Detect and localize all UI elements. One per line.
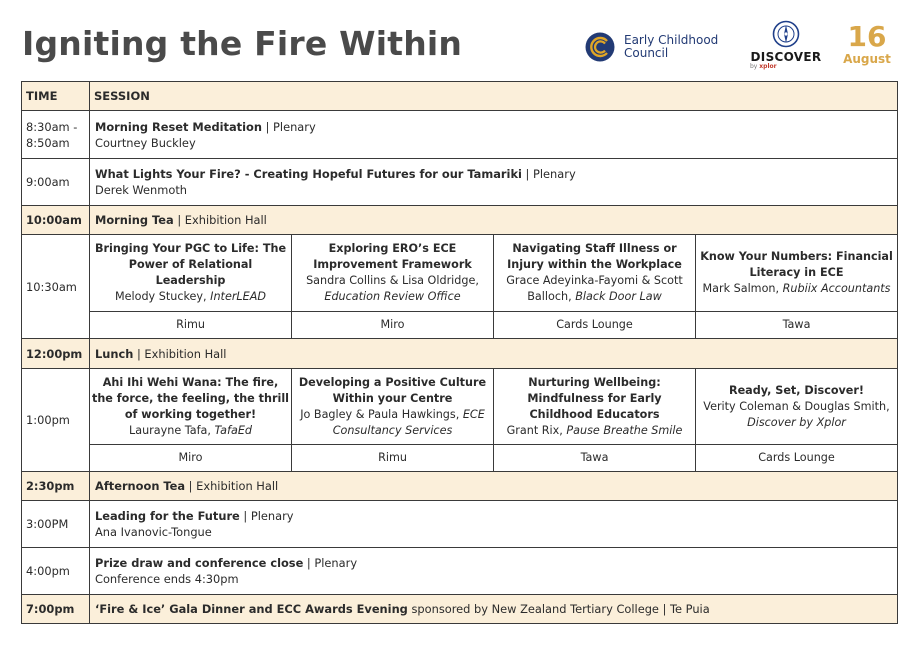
breakout-session [90, 369, 292, 445]
session-room: Rimu [90, 312, 292, 339]
session-location: | Exhibition Hall [173, 213, 267, 227]
session-location: | Exhibition Hall [133, 346, 227, 361]
row-time: 10:30am [22, 235, 90, 339]
session-title: Morning Reset Meditation [95, 119, 262, 134]
table-row [22, 548, 898, 595]
row-time: 10:00am [22, 206, 90, 235]
compass-icon [772, 20, 800, 48]
session-title: Navigating Staff Illness or Injury within the Workplace [507, 242, 682, 271]
table-row [22, 595, 898, 624]
session-title: Exploring ERO’s ECE Improvement Framework [313, 242, 472, 271]
row-time: 12:00pm [22, 339, 90, 369]
session-speaker: Courtney Buckley [95, 135, 196, 150]
session-title: Ahi Ihi Wehi Wana: The fire, the force, the feeling, the thrill of working together! [92, 375, 289, 421]
room-row [22, 312, 898, 339]
session-room: Cards Lounge [494, 312, 696, 339]
discover-logo-block [746, 20, 826, 70]
date-month: August [843, 52, 891, 66]
row-time: 4:00pm [22, 548, 90, 595]
ecc-logo-icon [585, 32, 615, 62]
header-row [22, 82, 898, 111]
breakout-session [494, 369, 696, 445]
session-cell [90, 339, 898, 369]
page-title: Igniting the Fire Within [22, 24, 463, 63]
row-time: 8:30am - 8:50am [22, 111, 90, 159]
column-header-session: SESSION [90, 82, 898, 111]
event-date [838, 22, 896, 66]
session-speaker: Verity Coleman & Douglas Smith, Discover by Xplor [703, 399, 890, 429]
session-location: | Exhibition Hall [185, 479, 279, 493]
session-title: Leading for the Future [95, 509, 240, 523]
session-title: ‘Fire & Ice’ Gala Dinner and ECC Awards Evening [95, 602, 408, 616]
session-cell [90, 501, 898, 548]
breakout-session [90, 235, 292, 312]
session-room: Tawa [696, 312, 898, 339]
session-type: | Plenary [261, 119, 316, 134]
session-speaker: Derek Wenmoth [95, 183, 188, 197]
session-speaker: Mark Salmon, Rubiix Accountants [702, 282, 891, 295]
session-cell [90, 548, 898, 595]
session-title: Prize draw and conference close [95, 556, 304, 570]
session-type: | Plenary [239, 509, 294, 523]
session-speaker: Melody Stuckey, InterLEAD [114, 290, 267, 303]
session-room: Miro [292, 312, 494, 339]
table-row [22, 472, 898, 501]
table-row [22, 111, 898, 159]
session-speaker: Ana Ivanovic-Tongue [95, 525, 212, 539]
session-room: Cards Lounge [696, 445, 898, 472]
session-title: Morning Tea [95, 213, 174, 227]
table-row [22, 369, 898, 445]
session-room: Rimu [292, 445, 494, 472]
session-note: Conference ends 4:30pm [95, 572, 239, 586]
session-type: | Plenary [521, 167, 576, 181]
session-title: Bringing Your PGC to Life: The Power of Relational Leadership [94, 242, 287, 287]
table-row [22, 339, 898, 369]
table-row [22, 159, 898, 206]
row-time: 2:30pm [22, 472, 90, 501]
session-cell [90, 111, 898, 159]
ecc-line2: Council [624, 46, 669, 60]
row-time: 3:00PM [22, 501, 90, 548]
table-row [22, 206, 898, 235]
session-room: Miro [90, 445, 292, 472]
row-time: 1:00pm [22, 369, 90, 472]
row-time: 7:00pm [22, 595, 90, 624]
session-title: Lunch [95, 346, 134, 361]
session-cell [90, 159, 898, 206]
session-speaker: Jo Bagley & Paula Hawkings, ECE Consultancy Services [300, 407, 485, 437]
session-speaker: Grace Adeyinka-Fayomi & Scott Balloch, Black Door Law [506, 274, 683, 303]
ecc-logo-block [585, 32, 718, 62]
row-time: 9:00am [22, 159, 90, 206]
ecc-logo-text [624, 34, 718, 60]
breakout-session [292, 235, 494, 312]
session-cell [90, 595, 898, 624]
session-title: What Lights Your Fire? - Creating Hopeful Futures for our Tamariki [95, 167, 522, 181]
ecc-line1: Early Childhood [624, 33, 719, 47]
session-title: Afternoon Tea [95, 479, 186, 493]
table-row [22, 501, 898, 548]
breakout-session [494, 235, 696, 312]
schedule-table [21, 81, 898, 624]
discover-wordmark: DISCOVER [750, 50, 822, 64]
session-type: | Plenary [303, 556, 358, 570]
session-title: Ready, Set, Discover! [728, 383, 865, 397]
session-title: Know Your Numbers: Financial Literacy in ECE [700, 250, 893, 279]
date-day: 16 [847, 20, 887, 53]
table-row [22, 235, 898, 312]
breakout-session [696, 369, 898, 445]
breakout-session [292, 369, 494, 445]
room-row [22, 445, 898, 472]
breakout-session [696, 235, 898, 312]
session-title: Nurturing Wellbeing: Mindfulness for Early Childhood Educators [527, 375, 662, 421]
column-header-time: TIME [22, 82, 90, 111]
session-sponsor: sponsored by New Zealand Tertiary College | Te Puia [407, 602, 710, 616]
session-speaker: Grant Rix, Pause Breathe Smile [506, 423, 683, 437]
session-room: Tawa [494, 445, 696, 472]
session-speaker: Laurayne Tafa, TafaEd [128, 423, 252, 437]
session-cell [90, 206, 898, 235]
session-title: Developing a Positive Culture Within your Centre [298, 375, 487, 405]
session-cell [90, 472, 898, 501]
session-speaker: Sandra Collins & Lisa Oldridge, Education Review Office [306, 274, 479, 303]
discover-byline: by xplor [750, 63, 777, 70]
